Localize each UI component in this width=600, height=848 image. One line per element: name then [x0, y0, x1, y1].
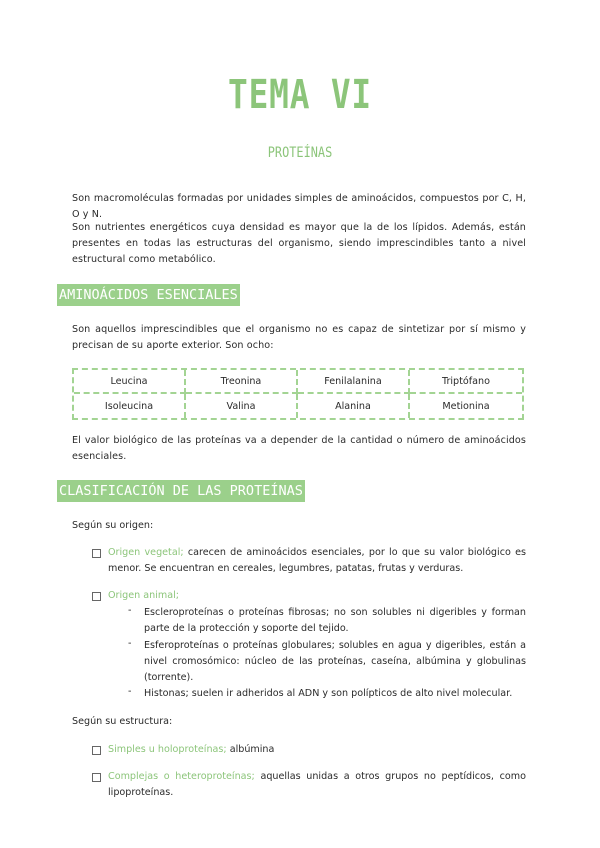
sublist-item: Esferoproteínas o proteínas globulares; solubles en agua y digeribles, están a nivel cromosómico: núcleo de las proteínas, caseína, albúmina y globulinas (torrente). — [144, 640, 526, 683]
biological-value-paragraph: El valor biológico de las proteínas va a depender de la cantidad o número de aminoácidos esenciales. — [72, 435, 526, 462]
amino-acid-cell: Fenilalanina — [298, 370, 410, 394]
amino-acid-cell: Metionina — [442, 400, 490, 412]
amino-acid-table — [72, 368, 524, 420]
bullet-dash: - — [128, 605, 132, 616]
term-vegetal: Origen vegetal; — [108, 547, 184, 558]
vegetal-description: carecen de aminoácidos esenciales, por lo que su valor biológico es menor. Se encuentran en cereales, legumbres, patatas, frutas y verduras. — [108, 547, 526, 574]
amino-acid-cell: Valina — [186, 394, 298, 418]
amino-acid-cell: Isoleucina — [74, 394, 186, 418]
aminoacidos-description: Son aquellos imprescindibles que el organismo no es capaz de sintetizar por sí mismo y precisan de su aporte exterior. Son ocho: — [72, 324, 526, 351]
section-heading-clasificacion: CLASIFICACIÓN DE LAS PROTEÍNAS — [57, 480, 305, 502]
term-animal: Origen animal; — [108, 590, 180, 601]
sublist-item: Histonas; suelen ir adheridos al ADN y son polípticos de alto nivel molecular. — [144, 688, 513, 699]
amino-acid-cell: Leucina — [74, 370, 186, 394]
list-item-animal — [108, 588, 526, 604]
complejas-description: aquellas unidas a otros grupos no peptídicos, como lipoproteínas. — [108, 771, 526, 798]
amino-acid-cell: Triptófano — [410, 370, 522, 394]
bullet-dash: - — [128, 686, 132, 697]
term-complejas: Complejas o heteroproteínas; — [108, 771, 255, 782]
page-title: TEMA VI — [228, 72, 372, 118]
origin-label: Según su origen: — [72, 520, 154, 531]
simples-description: albúmina — [226, 744, 275, 755]
section-heading-aminoacidos: AMINOÁCIDOS ESENCIALES — [57, 284, 240, 306]
checkbox-icon[interactable] — [92, 592, 101, 601]
structure-label: Según su estructura: — [72, 716, 173, 727]
checkbox-icon[interactable] — [92, 549, 101, 558]
amino-acid-cell: Alanina — [298, 394, 410, 418]
list-item-vegetal — [108, 545, 526, 577]
intro-paragraph-2: Son nutrientes energéticos cuya densidad es mayor que la de los lípidos. Además, están presentes en todas las estructuras del organismo, siendo imprescindibles tanto a nivel estructural como metabólico. — [72, 222, 526, 265]
bullet-dash: - — [128, 638, 132, 649]
checkbox-icon[interactable] — [92, 746, 101, 755]
list-item-complejas — [108, 769, 526, 801]
checkbox-icon[interactable] — [92, 773, 101, 782]
list-item-simples — [108, 742, 526, 758]
page-subtitle: PROTEÍNAS — [267, 145, 333, 161]
intro-paragraph-1: Son macromoléculas formadas por unidades simples de aminoácidos, compuestos por C, H, O y N. — [72, 193, 526, 220]
term-simples: Simples u holoproteínas; — [108, 744, 227, 755]
amino-acid-cell: Treonina — [186, 370, 298, 394]
sublist-item: Escleroproteínas o proteínas fibrosas; no son solubles ni digeribles y forman parte de la protección y soporte del tejido. — [144, 607, 526, 634]
